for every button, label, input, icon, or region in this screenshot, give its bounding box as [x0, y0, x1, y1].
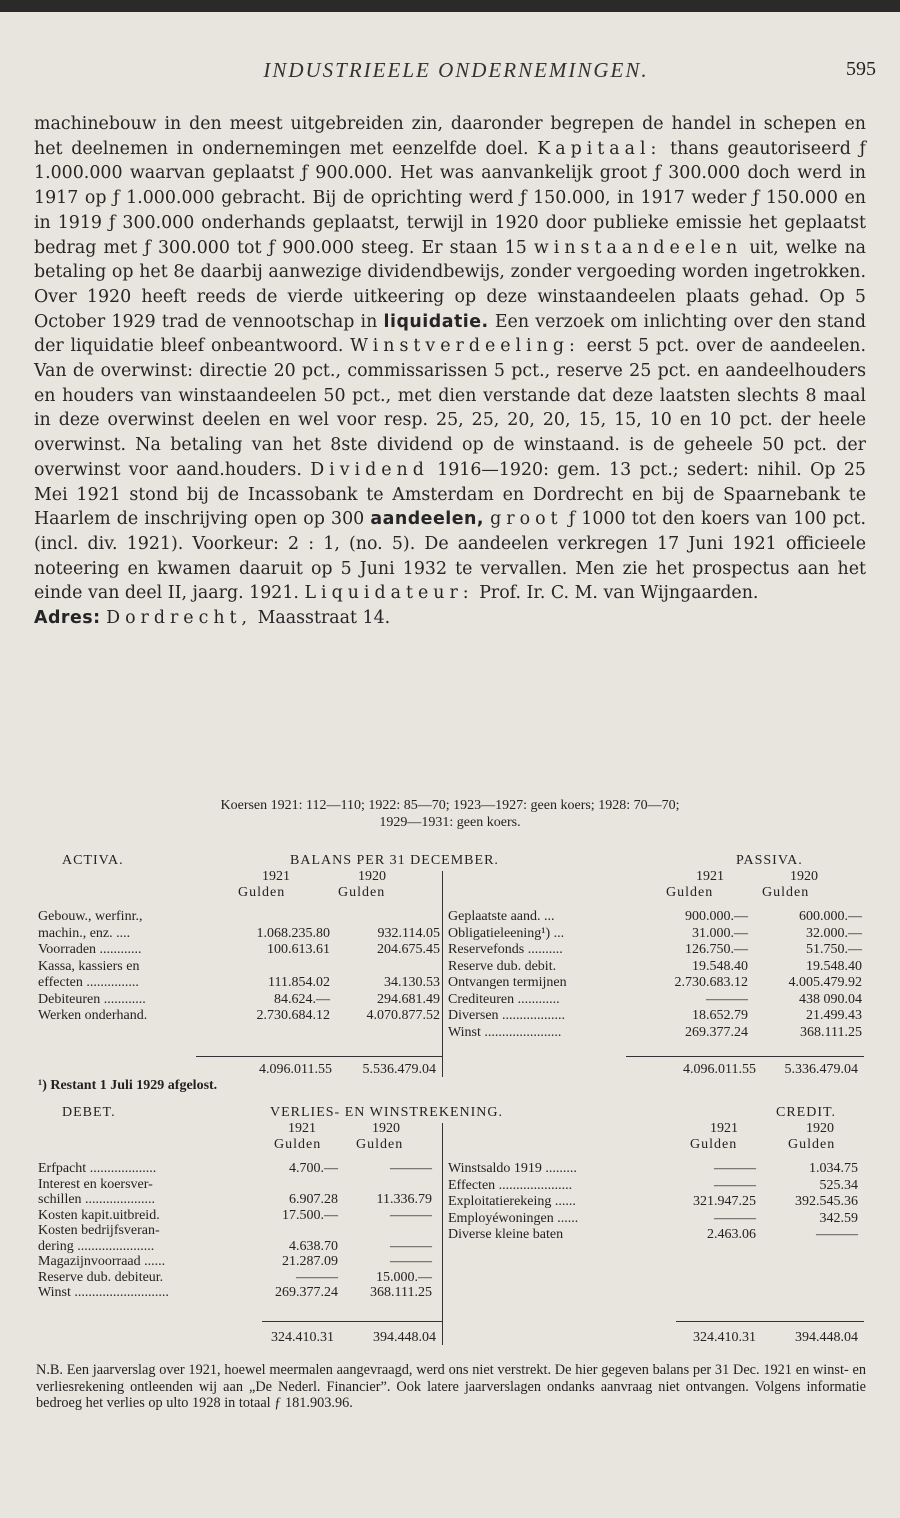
balance-sheet: [36, 853, 866, 1093]
activa-label: machin., enz. ....: [38, 925, 131, 941]
activa-value-1921: 111.854.02: [268, 975, 330, 990]
nb-note: N.B. Een jaarverslag over 1921, hoewel meermalen aangevraagd, werd ons niet verstrekt. De hier gegeven balans per 31 Dec. 1921 en winst- en verliesrekening ontleenden wij aan „De Nederl. Financier”. Ook latere jaarverslagen ondanks aanvraag niet ontvangen. Volgens informatie bedroeg het verlies op ulto 1928 in totaal ƒ 181.903.96.: [36, 1362, 866, 1412]
adres-city: Dordrecht,: [106, 608, 253, 629]
credit-total-1920: 394.448.04: [795, 1330, 858, 1345]
passiva-value-1921: 19.548.40: [692, 958, 748, 974]
activa-value-1920: 294.681.49: [377, 991, 440, 1007]
debet-label: Interest en koersver-: [38, 1176, 153, 1192]
passiva-row: [36, 975, 866, 991]
passiva-value-1921: 18.652.79: [692, 1008, 748, 1023]
passiva-row: [36, 909, 866, 925]
credit-value-1921: 2.463.06: [707, 1227, 756, 1242]
debet-value-1920: 15.000.—: [376, 1269, 432, 1285]
debet-value-1921: 4.700.—: [289, 1161, 338, 1176]
debet-value-1921: 17.500.—: [282, 1207, 338, 1223]
passiva-value-1920: 4.005.479.92: [788, 975, 862, 990]
passiva-total-1920: 5.336.479.04: [784, 1062, 858, 1077]
activa-total-rule: [196, 1056, 442, 1057]
passiva-value-1920: 368.111.25: [800, 1024, 862, 1040]
debet-value-1921: ———: [296, 1269, 338, 1285]
winstverdeeling-label: Winstverdeeling:: [350, 336, 580, 357]
liquidateur-label: Liquidateur:: [304, 583, 474, 604]
passiva-year-1920: 1920: [790, 869, 818, 884]
credit-row: [36, 1227, 866, 1243]
profit-loss-account: [36, 1105, 866, 1350]
passiva-row: [36, 1025, 866, 1041]
credit-total-1921: 324.410.31: [693, 1330, 756, 1345]
debet-label: Magazijnvoorraad ......: [38, 1254, 166, 1269]
debet-label: schillen ....................: [38, 1192, 156, 1207]
debet-value-1921: 21.287.09: [282, 1254, 338, 1269]
koersen-line-1: Koersen 1921: 112—110; 1922: 85—70; 1923—1927: geen koers; 1928: 70—70;: [220, 798, 680, 813]
passiva-label: Reservefonds ..........: [448, 942, 563, 957]
activa-value-1920: 4.070.877.52: [366, 1008, 440, 1023]
activa-currency-1920: Gulden: [338, 885, 386, 900]
debet-value-1921: 6.907.28: [289, 1192, 338, 1207]
credit-row: [36, 1194, 866, 1210]
kapitaal-label: Kapitaal:: [537, 138, 662, 159]
credit-value-1921: 321.947.25: [693, 1194, 756, 1209]
credit-label: Effecten .....................: [448, 1177, 573, 1193]
debet-row: [36, 1285, 866, 1301]
debet-value-1920: 11.336.79: [376, 1192, 432, 1207]
balans-footnote: ¹) Restant 1 Juli 1929 afgelost.: [38, 1078, 218, 1093]
credit-value-1920: 392.545.36: [795, 1194, 858, 1209]
passiva-label: Geplaatste aand. ...: [448, 909, 555, 924]
debet-currency-1921: Gulden: [274, 1137, 322, 1152]
passiva-title: PASSIVA.: [736, 853, 803, 868]
passiva-value-1920: 438 090.04: [799, 991, 862, 1007]
credit-value-1921: ———: [714, 1161, 756, 1176]
debet-label: Kosten bedrijfsveran-: [38, 1223, 160, 1238]
dividend-label: Dividend: [310, 459, 429, 480]
credit-year-1921: 1921: [710, 1121, 738, 1136]
passiva-value-1921: ———: [706, 991, 748, 1007]
passiva-label: Winst ......................: [448, 1024, 562, 1040]
credit-value-1920: 525.34: [819, 1177, 858, 1193]
text-koers: ƒ 1000 tot den koers van 100 pct. (incl. div. 1921). Voorkeur: 2 : 1, (no. 5). De aandeelen verkregen 17 Juni 1921 officieele noteering en kwamen daaruit op 5 Juni 1932 te vervallen. Men zie het prospectus aan het einde van deel II, jaarg. 1921.: [34, 509, 867, 604]
debet-year-1921: 1921: [288, 1121, 316, 1136]
activa-value-1921: 1.068.235.80: [256, 925, 330, 941]
debet-total-rule: [262, 1321, 442, 1322]
passiva-value-1920: 51.750.—: [806, 942, 862, 957]
activa-value-1920: 204.675.45: [377, 942, 440, 957]
debet-currency-1920: Gulden: [356, 1137, 404, 1152]
passiva-value-1921: 900.000.—: [685, 909, 748, 924]
activa-currency-1921: Gulden: [238, 885, 286, 900]
credit-currency-1920: Gulden: [788, 1137, 836, 1152]
text-liquidatie: Een verzoek om inlichting over den stand der liquidatie bleef onbeantwoord.: [34, 311, 867, 357]
passiva-value-1920: 32.000.—: [806, 925, 862, 941]
activa-value-1921: 84.624.—: [274, 991, 330, 1007]
credit-total-rule: [676, 1321, 864, 1322]
credit-label: Winstsaldo 1919 .........: [448, 1161, 577, 1176]
activa-label: Kassa, kassiers en: [38, 958, 140, 974]
credit-title: CREDIT.: [776, 1105, 837, 1120]
credit-row: [36, 1178, 866, 1194]
passiva-label: Reserve dub. debit.: [448, 958, 557, 974]
credit-label: Diverse kleine baten: [448, 1227, 564, 1242]
debet-label: dering ......................: [38, 1238, 155, 1254]
credit-value-1920: 1.034.75: [809, 1161, 858, 1176]
activa-value-1920: 34.130.53: [384, 975, 440, 990]
activa-label: effecten ...............: [38, 975, 139, 990]
credit-value-1920: 342.59: [819, 1210, 858, 1226]
groot-label: groot: [490, 509, 563, 530]
passiva-row: [36, 942, 866, 958]
debet-row: [36, 1254, 866, 1270]
passiva-row: [36, 959, 866, 975]
text-kapitaal: thans geautoriseerd ƒ 1.000.000 waarvan geplaatst ƒ 900.000. Het was aanvankelijk groot ƒ 300.000 doch werd in 1917 op ƒ 1.000.000 gebracht. Bij de oprichting werd ƒ 150.000, in 1917 weder ƒ 150.000 en in 1919 ƒ 300.000 onderhands geplaatst, terwijl in 1920 door publieke emissie het geplaatst bedrag met ƒ 300.000 tot ƒ 900.000 steeg. Er staan 15: [34, 138, 866, 258]
page-number: 595: [846, 58, 876, 80]
debet-total-1920: 394.448.04: [373, 1330, 436, 1345]
page-header: [36, 58, 876, 92]
balans-title: BALANS PER 31 DECEMBER.: [290, 853, 499, 868]
credit-value-1921: ———: [714, 1177, 756, 1193]
passiva-value-1921: 31.000.—: [692, 925, 748, 941]
passiva-label: Crediteuren ............: [448, 991, 560, 1007]
koersen-line-2: 1929—1931: geen koers.: [379, 815, 521, 830]
debet-year-1920: 1920: [372, 1121, 400, 1136]
debet-value-1920: ———: [390, 1207, 432, 1223]
activa-value-1920: 932.114.05: [377, 925, 440, 941]
credit-row: [36, 1211, 866, 1227]
text-liquidateur: Prof. Ir. C. M. van Wijngaarden.: [479, 583, 759, 604]
scan-edge: [0, 0, 900, 12]
activa-label: Gebouw., werfinr.,: [38, 909, 143, 924]
passiva-year-1921: 1921: [696, 869, 724, 884]
credit-year-1920: 1920: [806, 1121, 834, 1136]
activa-year-1921: 1921: [262, 869, 290, 884]
debet-label: Winst ...........................: [38, 1285, 169, 1300]
adres-street: Maasstraat 14.: [257, 608, 391, 629]
verlies-divider: [442, 1123, 443, 1345]
passiva-value-1921: 269.377.24: [685, 1024, 748, 1040]
passiva-label: Obligatieleening¹) ...: [448, 925, 565, 941]
passiva-currency-1921: Gulden: [666, 885, 714, 900]
verlies-title: VERLIES- EN WINSTREKENING.: [270, 1105, 503, 1120]
activa-label: Werken onderhand.: [38, 1008, 148, 1023]
passiva-value-1921: 2.730.683.12: [674, 975, 748, 990]
koersen: [36, 797, 864, 831]
winstaandeelen-label: winstaandeelen: [533, 237, 743, 258]
debet-title: DEBET.: [62, 1105, 116, 1120]
activa-label: Voorraden ............: [38, 942, 142, 957]
passiva-row: [36, 1008, 866, 1024]
activa-total-1921: 4.096.011.55: [259, 1062, 332, 1077]
credit-row: [36, 1161, 866, 1177]
debet-label: Erfpacht ...................: [38, 1161, 157, 1176]
activa-value-1921: 100.613.61: [267, 942, 330, 957]
activa-value-1921: 2.730.684.12: [256, 1008, 330, 1023]
debet-label: Kosten kapit.uitbreid.: [38, 1207, 160, 1223]
text-intro: machinebouw in den meest uitgebreiden zin, daaronder begrepen de handel in schepen en het deelnemen in ondernemingen met eenzelfde doel.: [34, 114, 866, 159]
credit-label: Exploitatierekeing ......: [448, 1194, 576, 1209]
liquidatie-label: liquidatie.: [383, 311, 489, 332]
debet-row: [36, 1270, 866, 1286]
text-dividend: 1916—1920: gem. 13 pct.; sedert: nihil. Op 25 Mei 1921 stond bij de Incassobank te Amsterdam en Dordrecht en bij de Spaarnebank te Haarlem de inschrijving open op 300: [34, 459, 866, 530]
text-winstverdeeling: eerst 5 pct. over de aandeelen. Van de overwinst: directie 20 pct., commissarissen 5 pct., reserve 25 pct. en aandeelhouders en houders van winstaandeelen 50 pct., met dien verstande dat deze laatsten slechts 8 maal in deze overwinst deelen en wel voor resp. 25, 25, 20, 20, 15, 15, 10 en 10 pct. der heele overwinst. Na betaling van het 8ste dividend op de winstaand. is de geheele 50 pct. der overwinst voor aand.houders.: [34, 336, 866, 480]
credit-value-1921: ———: [714, 1210, 756, 1226]
activa-title: ACTIVA.: [62, 853, 124, 868]
text-winstaandeelen: uit, welke na betaling op het 8e daarbij aanwezige dividendbewijs, zonder vergoeding worden ingetrokken. Over 1920 heeft reeds de vierde uitkeering op deze winstaandeelen plaats gehad. Op 5 October 1929 trad de vennootschap in: [34, 237, 867, 332]
debet-value-1920: ———: [390, 1238, 432, 1254]
passiva-label: Ontvangen termijnen: [448, 975, 567, 990]
debet-value-1920: 368.111.25: [370, 1285, 432, 1300]
passiva-value-1921: 126.750.—: [685, 942, 748, 957]
debet-value-1920: ———: [390, 1161, 432, 1176]
passiva-currency-1920: Gulden: [762, 885, 810, 900]
debet-value-1920: ———: [390, 1254, 432, 1269]
adres-label: Adres:: [34, 608, 101, 629]
activa-label: Debiteuren ............: [38, 991, 146, 1007]
passiva-total-rule: [626, 1056, 864, 1057]
passiva-total-1921: 4.096.011.55: [683, 1062, 756, 1077]
passiva-value-1920: 21.499.43: [806, 1008, 862, 1023]
debet-value-1921: 4.638.70: [289, 1238, 338, 1254]
debet-label: Reserve dub. debiteur.: [38, 1269, 164, 1285]
passiva-value-1920: 19.548.40: [806, 958, 862, 974]
passiva-value-1920: 600.000.—: [799, 909, 862, 924]
credit-label: Employéwoningen ......: [448, 1210, 579, 1226]
credit-currency-1921: Gulden: [690, 1137, 738, 1152]
debet-value-1921: 269.377.24: [275, 1285, 338, 1300]
passiva-row: [36, 992, 866, 1008]
aandeelen-label: aandeelen,: [370, 509, 485, 530]
balans-divider: [442, 871, 443, 1077]
credit-value-1920: ———: [816, 1227, 858, 1242]
activa-year-1920: 1920: [358, 869, 386, 884]
debet-total-1921: 324.410.31: [271, 1330, 334, 1345]
passiva-row: [36, 926, 866, 942]
running-title: INDUSTRIEELE ONDERNEMINGEN.: [263, 58, 649, 82]
passiva-label: Diversen ..................: [448, 1008, 566, 1023]
company-description: [34, 112, 866, 631]
activa-total-1920: 5.536.479.04: [362, 1062, 436, 1077]
